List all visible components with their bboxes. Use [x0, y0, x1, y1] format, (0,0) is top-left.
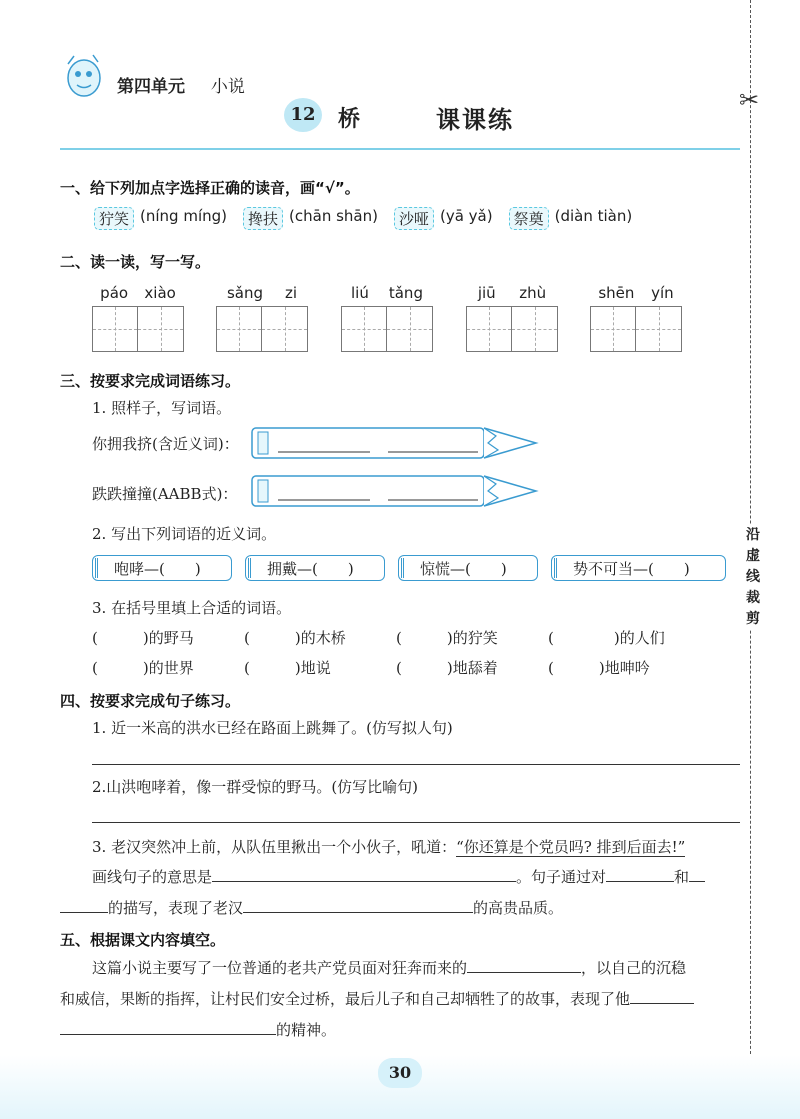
section-2-title: 二、读一读，写一写。 — [60, 253, 211, 271]
blank-meaning[interactable] — [212, 881, 516, 882]
blank-aspect-2a[interactable] — [689, 881, 705, 882]
word-4: 祭奠 — [509, 207, 549, 230]
pinyin-2b: zi — [284, 284, 298, 302]
pinyin-5a: shēn — [598, 284, 635, 302]
s3-q2: 2. 写出下列词语的近义词。 — [92, 525, 277, 543]
fill-4[interactable]: ( )的人们 — [548, 629, 665, 647]
section-4-title: 四、按要求完成句子练习。 — [60, 692, 241, 710]
s3-q1a-label: 你拥我挤(含近义词)： — [92, 435, 239, 453]
s3-q1b-label: 跌跌撞撞(AABB式)： — [92, 485, 238, 503]
s4-q3-l3b: 的高贵品质。 — [473, 899, 564, 917]
header-rule — [60, 148, 740, 150]
genre-label: 小说 — [210, 77, 245, 97]
pinyin-1a: páo — [100, 284, 129, 302]
page-number: 30 — [388, 1063, 412, 1082]
blank-flood[interactable] — [467, 972, 581, 973]
synonym-box-2[interactable] — [245, 555, 385, 581]
mascot-icon — [60, 52, 106, 102]
pencil-answer-2[interactable] — [250, 472, 540, 514]
fill-6[interactable]: ( )地说 — [244, 659, 331, 677]
synonym-1: 咆哮—( ) — [114, 559, 201, 578]
s4-q3-l2b: 。句子通过对 — [516, 868, 607, 886]
answer-line-2[interactable] — [92, 822, 740, 823]
coil-icon — [248, 558, 263, 578]
opts-2[interactable]: (chān shān) — [289, 207, 378, 225]
lesson-badge — [284, 98, 322, 132]
cut-text-3: 线 — [746, 569, 760, 585]
series-title: 课课练 — [436, 106, 514, 134]
synonym-3: 惊慌—( ) — [420, 559, 507, 578]
writing-grid-2[interactable] — [216, 306, 308, 352]
coil-icon — [401, 558, 416, 578]
synonym-2: 拥戴—( ) — [267, 559, 354, 578]
s3-q3: 3. 在括号里填上合适的词语。 — [92, 599, 292, 617]
opts-4[interactable]: (diàn tiàn) — [554, 207, 633, 225]
s4-q3-l2a: 画线句子的意思是 — [92, 868, 213, 886]
s3-q1: 1. 照样子，写词语。 — [92, 399, 232, 417]
s5-l1a: 这篇小说主要写了一位普通的老共产党员面对狂奔而来的 — [92, 959, 468, 977]
synonym-box-1[interactable] — [92, 555, 232, 581]
word-3: 沙哑 — [394, 207, 434, 230]
page-number-badge — [378, 1058, 422, 1088]
word-1: 狞笑 — [94, 207, 134, 230]
pinyin-4a: jiū — [477, 284, 496, 302]
s4-q3-l3a: 的描写，表现了老汉 — [108, 899, 244, 917]
pinyin-4b: zhù — [519, 284, 547, 302]
section-1-title: 一、给下列加点字选择正确的读音，画“√”。 — [60, 179, 360, 197]
writing-grid-1[interactable] — [92, 306, 184, 352]
synonym-box-4[interactable] — [551, 555, 726, 581]
cut-text-1: 沿 — [746, 527, 760, 543]
pencil-answer-1[interactable] — [250, 424, 540, 466]
s4-q3-pre: 3. 老汉突然冲上前，从队伍里揪出一个小伙子，吼道： — [92, 838, 457, 856]
coil-icon — [95, 558, 110, 578]
cut-text-2: 虚 — [746, 548, 760, 564]
pinyin-2a: sǎng — [226, 284, 264, 302]
blank-spirit-a[interactable] — [630, 1003, 694, 1004]
blank-quality[interactable] — [243, 912, 473, 913]
pinyin-3a: liú — [351, 284, 369, 302]
blank-aspect-1[interactable] — [606, 881, 674, 882]
opts-1[interactable]: (níng míng) — [140, 207, 227, 225]
pinyin-5b: yín — [651, 284, 674, 302]
s4-q2: 2.山洪咆哮着，像一群受惊的野马。(仿写比喻句) — [92, 778, 419, 796]
fill-8[interactable]: ( )地呻吟 — [548, 659, 650, 677]
lesson-title: 桥 — [338, 106, 361, 132]
scissors-icon: ✂ — [739, 86, 760, 114]
s5-l2: 和威信，果断的指挥，让村民们安全过桥，最后儿子和自己却牺牲了的故事，表现了他 — [60, 990, 631, 1008]
blank-spirit-b[interactable] — [60, 1034, 276, 1035]
opts-3[interactable]: (yā yǎ) — [439, 207, 493, 225]
section-3-title: 三、按要求完成词语练习。 — [60, 372, 241, 390]
fill-1[interactable]: ( )的野马 — [92, 629, 194, 647]
synonym-box-3[interactable] — [398, 555, 538, 581]
cut-text-4: 裁 — [746, 590, 760, 606]
blank-aspect-2b[interactable] — [60, 912, 108, 913]
lesson-number: 12 — [290, 104, 316, 125]
writing-grid-5[interactable] — [590, 306, 682, 352]
writing-grid-3[interactable] — [341, 306, 433, 352]
pinyin-1b: xiào — [144, 284, 176, 302]
s4-q1: 1. 近一米高的洪水已经在路面上跳舞了。(仿写拟人句) — [92, 719, 453, 737]
answer-line-1[interactable] — [92, 764, 740, 765]
s4-q3-quote: “你还算是个党员吗? 排到后面去!” — [456, 838, 686, 856]
pinyin-3b: tǎng — [388, 284, 423, 302]
unit-label: 第四单元 — [117, 77, 185, 97]
synonym-4: 势不可当—( ) — [573, 559, 690, 578]
word-2: 搀扶 — [243, 207, 283, 230]
s4-q3-l2c: 和 — [674, 868, 690, 886]
section-5-title: 五、根据课文内容填空。 — [60, 931, 226, 949]
s5-l3: 的精神。 — [276, 1021, 337, 1039]
writing-grid-4[interactable] — [466, 306, 558, 352]
s5-l1b: ，以自己的沉稳 — [581, 959, 687, 977]
fill-5[interactable]: ( )的世界 — [92, 659, 194, 677]
fill-7[interactable]: ( )地舔着 — [396, 659, 498, 677]
coil-icon — [554, 558, 569, 578]
cut-text-5: 剪 — [746, 611, 760, 627]
fill-2[interactable]: ( )的木桥 — [244, 629, 346, 647]
fill-3[interactable]: ( )的狞笑 — [396, 629, 498, 647]
